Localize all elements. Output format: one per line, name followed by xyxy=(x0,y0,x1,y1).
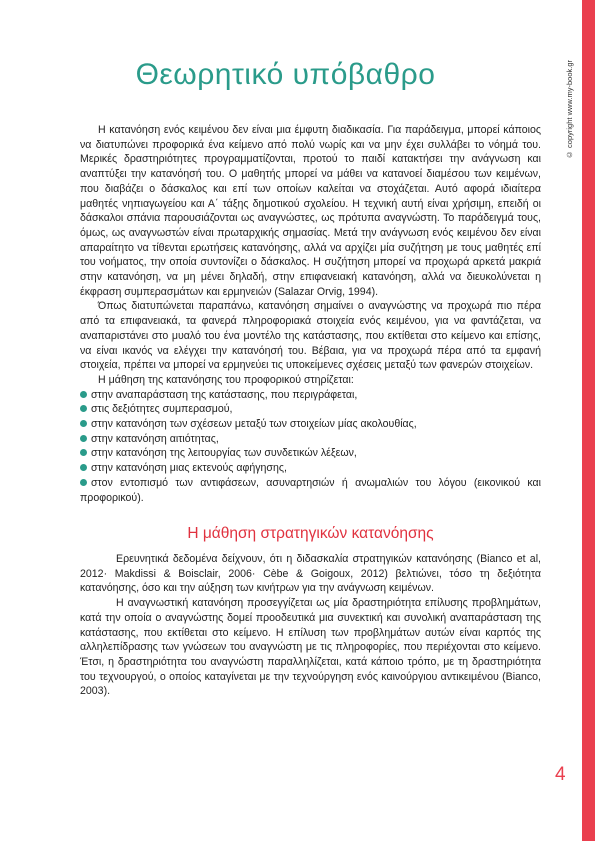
paragraph: Η αναγνωστική κατανόηση προσεγγίζεται ως μία δραστηριότητα επίλυσης προβλημάτων, κατά την οποία ο αναγνώστης δομεί προοδευτικά μια συνεκτική και συνολική αναπαράσταση της κατάστασης, που εκτίθεται στο κείμενο. Η επίλυση των προβλημάτων αυτών είναι καρπός της αλληλεπίδρασης των γνώσεων του αναγνώστη με τις πληροφορίες, που περιέχονται στο κείμενο. Έτσι, η δραστηριότητα του αναγνώστη παραλληλίζεται, κατά κάποιο τρόπο, με τη δραστηριότητα του τεχνουργού, ο οποίος καταγίνεται με την τεχνούργηση ενός καινούργιου αντικειμένου (Bianco, 2003). xyxy=(80,597,541,698)
bullet-icon xyxy=(80,435,87,442)
bullet-icon xyxy=(80,464,87,471)
list-item: στον εντοπισμό των αντιφάσεων, ασυναρτησιών ή ανωμαλιών του λόγου (εικονικού και προφορικού). xyxy=(80,476,541,504)
bullet-list xyxy=(80,388,541,506)
list-item: στην κατανόηση των σχέσεων μεταξύ των στοιχείων μίας ακολουθίας, xyxy=(80,417,541,432)
page-number: 4 xyxy=(555,764,566,785)
list-item: στην κατανόηση μιας εκτενούς αφήγησης, xyxy=(80,461,541,476)
paragraph: Όπως διατυπώνεται παραπάνω, κατανόηση σημαίνει ο αναγνώστης να προχωρά πιο πέρα από τα επιφανειακά, τα φανερά πληροφοριακά στοιχεία ενός κειμένου, για να φαντάζεται, να αναπαριστάνει στο μυαλό του ένα μοντέλο της κατάστασης, που εκτίθεται στο κείμενο και επίσης, να είναι ικανός να ελέγχει την κατανόησή του. Βέβαια, για να προχωρά πέρα από τα εμφανή στοιχεία, πρέπει να μπορεί να ερμηνεύει τις υποκείμενες σχέσεις μεταξύ των φανερών στοιχείων. xyxy=(80,300,541,372)
paragraph: Η κατανόηση ενός κειμένου δεν είναι μια έμφυτη διαδικασία. Για παράδειγμα, μπορεί κάποιος να διατυπώνει προφορικά ένα κείμενο από πολύ νωρίς και να μην έχει συλλάβει το νόημά του. Μερικές δραστηριότητες προγραμματίζονται, προτού το παιδί κατακτήσει την ανάγνωση και αναπτύξει την κατανόησή του. Ο μαθητής μπορεί να μάθει να κατανοεί διαμέσου των κειμένων, που διαβάζει ο δάσκαλος και επί των οποίων καλείται να στοχάζεται. Αυτό αφορά ιδιαίτερα μαθητές νηπιαγωγείου και Α΄ τάξης δημοτικού σχολείου. Η τεχνική αυτή είναι χρήσιμη, επειδή οι δάσκαλοι σπάνια παρουσιάζονται ως αναγνώστες, ως πρότυπα αναγνώστη. Το παράδειγμά τους, όμως, ως αναγνωστών είναι πρωταρχικής σημασίας. Μετά την ανάγνωση ενός κειμένου δεν είναι απαραίτητο να τίθενται ερωτήσεις κατανόησης, αλλά να αρχίζει μία συζήτηση με τους μαθητές επί του νοήματος, την οποία συντονίζει ο δάσκαλος. Η συζήτηση μπορεί να προχωρά αρκετά μακριά στην κατανόηση, να μη μένει δηλαδή, στην επιφανειακή κατανόηση, αλλά να διευκολύνεται η έκφραση συμπερασμάτων και ερμηνειών (Salazar Orvig, 1994). xyxy=(80,124,541,298)
side-accent-bar xyxy=(582,0,595,841)
section-title: Η μάθηση στρατηγικών κατανόησης xyxy=(187,525,434,543)
bullet-icon xyxy=(80,420,87,427)
list-intro: Η μάθηση της κατανόησης του προφορικού στηρίζεται: xyxy=(98,373,354,386)
bullet-icon xyxy=(80,449,87,456)
page-title: Θεωρητικό υπόβαθρο xyxy=(135,58,436,91)
list-item: στην κατανόηση αιτιότητας, xyxy=(80,432,541,447)
list-item: στην αναπαράσταση της κατάστασης, που περιγράφεται, xyxy=(80,388,541,403)
paragraph: Ερευνητικά δεδομένα δείχνουν, ότι η διδασκαλία στρατηγικών κατανόησης (Bianco et al, 2012· Makdissi & Boisclair, 2006· Cèbe & Goigoux, 2012) βελτιώνει, τόσο τη δεξιότητα κατανόησης, όσο και την αύξηση των κινήτρων για την ανάγνωση κειμένων. xyxy=(80,552,541,595)
list-item: στην κατανόηση της λειτουργίας των συνδετικών λέξεων, xyxy=(80,446,541,461)
main-content xyxy=(80,123,541,699)
bullet-icon xyxy=(80,479,87,486)
bullet-icon xyxy=(80,405,87,412)
list-item: στις δεξιότητες συμπερασμού, xyxy=(80,402,541,417)
copyright-note: © copyright www.my-book.gr xyxy=(565,60,574,160)
bullet-icon xyxy=(80,391,87,398)
